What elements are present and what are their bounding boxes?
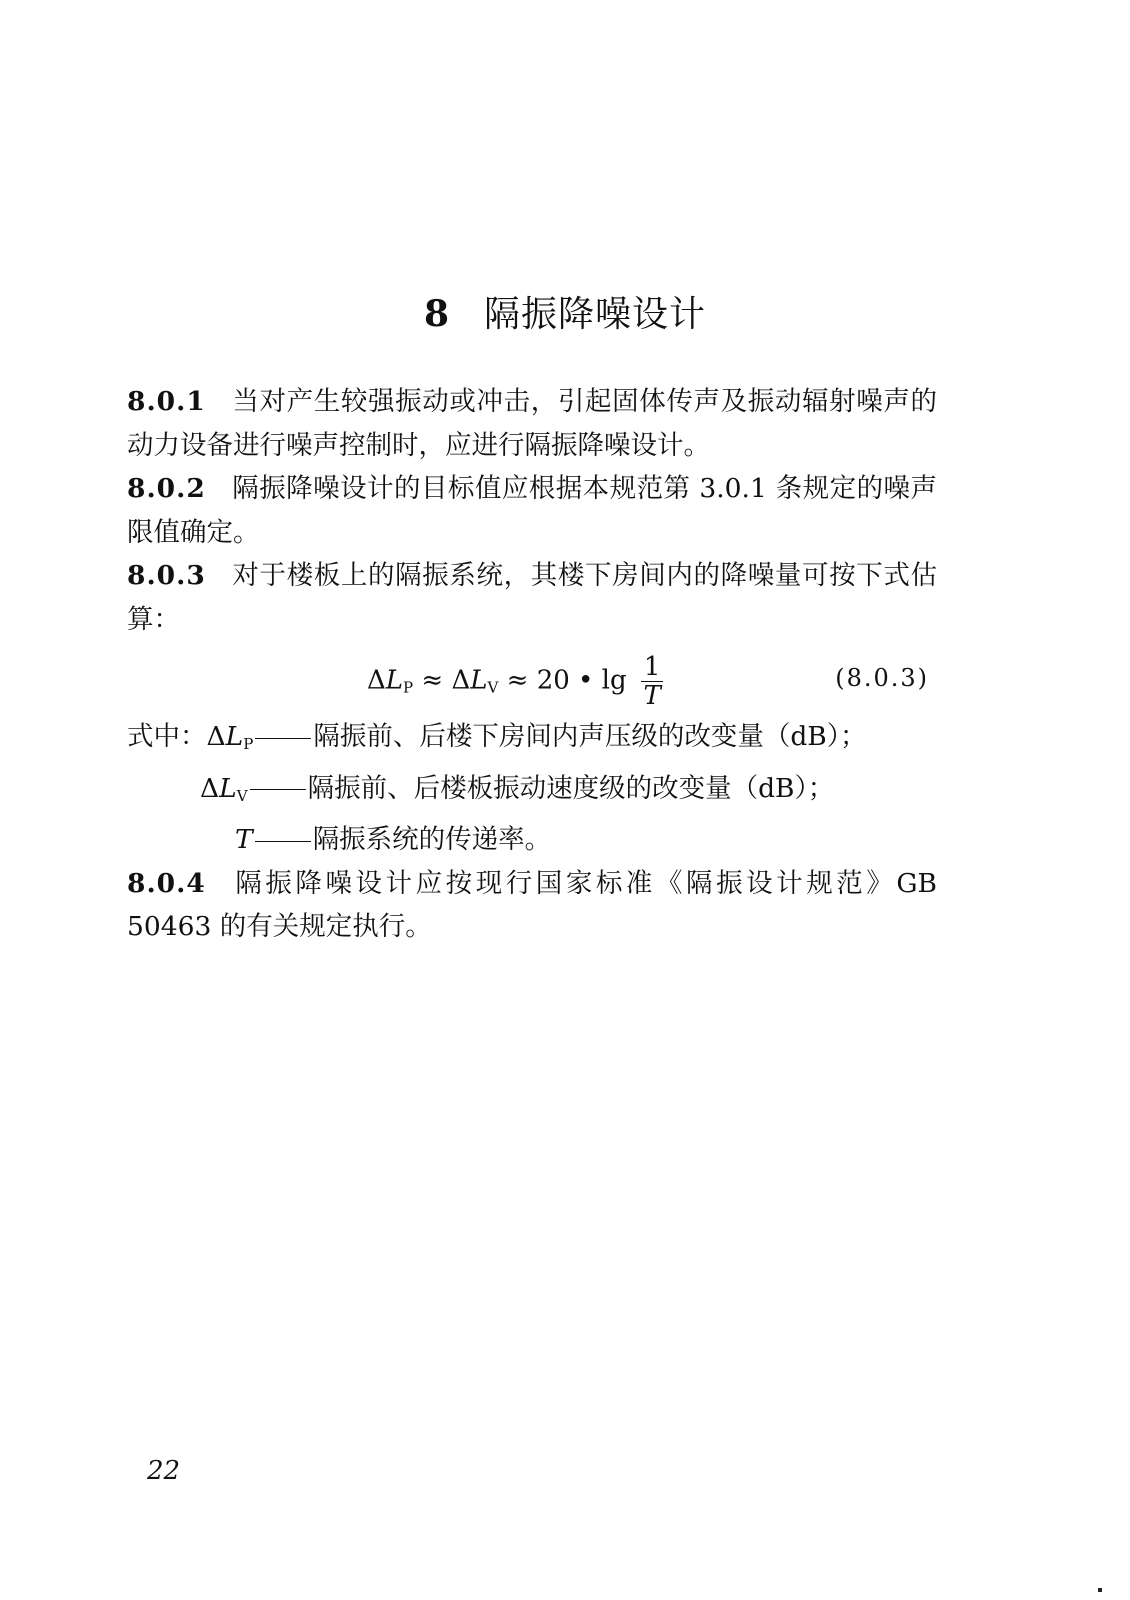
page-number: 22 <box>147 1456 181 1486</box>
clause-number: 8.0.1 <box>127 386 206 417</box>
formula-block <box>127 647 937 713</box>
clause-text: 隔振降噪设计的目标值应根据本规范第 3.0.1 条规定的噪声限值确定。 <box>127 473 937 548</box>
clause-text: 对于楼板上的隔振系统，其楼下房间内的降噪量可按下式估算： <box>127 560 937 635</box>
clause-text: 当对产生较强振动或冲击，引起固体传声及振动辐射噪声的动力设备进行噪声控制时，应进行隔振降噪设计。 <box>127 386 937 461</box>
definition-symbol: T <box>235 824 253 855</box>
definition-symbol: $\Delta L_V$ <box>200 772 248 805</box>
chapter-title <box>0 292 1130 337</box>
em-dash <box>255 738 311 739</box>
definition-text: 隔振前、后楼下房间内声压级的改变量（dB）； <box>313 721 867 752</box>
definition-text: 隔振系统的传递率。 <box>312 824 552 855</box>
scan-mark <box>1098 1588 1102 1592</box>
formula: $\Delta L_P \approx \Delta L_V \approx 20$ • lg $\frac{1}{T}$ <box>367 653 663 710</box>
em-dash <box>250 789 306 790</box>
clause-8-0-3 <box>127 554 937 641</box>
chapter-heading: 隔振降噪设计 <box>484 294 707 336</box>
variable-definitions <box>127 715 937 862</box>
definition-row <box>127 818 937 862</box>
em-dash <box>255 841 311 842</box>
clause-8-0-4 <box>127 862 937 949</box>
definition-text: 隔振前、后楼板振动速度级的改变量（dB）； <box>307 772 835 804</box>
clause-8-0-2 <box>127 467 937 554</box>
formula-symbol-l: L <box>385 665 404 696</box>
clause-8-0-1 <box>127 380 937 467</box>
clause-number: 8.0.2 <box>127 473 206 504</box>
chapter-body <box>127 380 937 949</box>
clause-number: 8.0.4 <box>127 867 206 899</box>
fraction-numerator: 1 <box>641 653 664 682</box>
clause-text: 隔振降噪设计应按现行国家标准《隔振设计规范》GB 50463 的有关规定执行。 <box>127 867 937 942</box>
where-prefix: 式中： <box>127 721 207 752</box>
definition-row <box>127 715 937 767</box>
chapter-number: 8 <box>423 293 451 336</box>
formula-coefficient: 20 • lg <box>536 665 627 696</box>
formula-number: (8.0.3) <box>835 664 929 692</box>
definition-symbol: $\Delta L_P$ <box>206 721 254 753</box>
fraction-denominator: T <box>643 681 661 711</box>
clause-number: 8.0.3 <box>127 560 206 591</box>
formula-fraction <box>641 653 664 710</box>
definition-row <box>127 767 937 819</box>
